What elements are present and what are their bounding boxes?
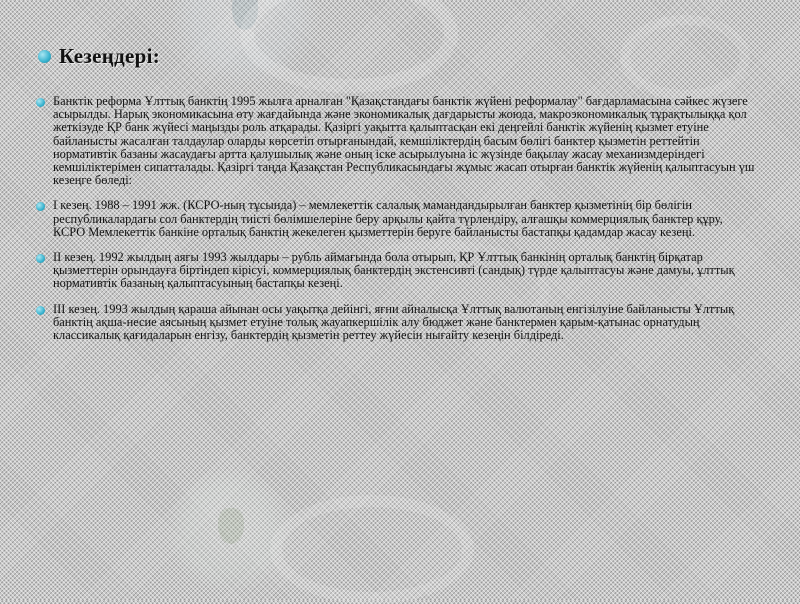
watermark-ring-right xyxy=(620,15,750,100)
paragraph-intro xyxy=(36,95,756,187)
title-text: Кезеңдері: xyxy=(59,44,161,68)
paragraph-text: III кезең. 1993 жылдың қараша айынан осы уақытқа дейінгі, яғни айналысқа Ұлттық валютаның енгізілуіне байланысты Ұлттық банктің ақша-несие аясының қызмет етуіне толық жауапкершілік алу бюджет және банктермен қарым-қатынас орнатудың классикалық қағидаларын енгізу, банктердің қызметін реттеу жүйесін нығайту кезеңін білдіреді. xyxy=(53,301,735,343)
paragraph-text: II кезең. 1992 жылдың аяғы 1993 жылдары – рубль аймағында бола отырып, ҚР Ұлттық банкінің орталық банктің бірқатар қызметтерін орындауға біртіндеп кірісуі, коммерциялық банктердің экстенсивті (сандық) түрде қалыптасуы және дамуы, ұлттық нормативтік базаның қалыптасуының бастапқы кезеңі. xyxy=(53,250,735,291)
paragraph-stage-1 xyxy=(36,199,756,239)
bullet-icon xyxy=(36,254,45,263)
slide-content xyxy=(36,95,756,354)
paragraph-stage-3 xyxy=(36,303,756,343)
bullet-icon xyxy=(36,98,45,107)
watermark-emblem-top xyxy=(170,0,320,90)
title-bullet-icon xyxy=(38,50,51,63)
bullet-icon xyxy=(36,306,45,315)
paragraph-text: Банктік реформа Ұлттық банктің 1995 жылға арналған "Қазақстандағы банктік жүйені реформалау" бағдарламасына сәйкес жүзеге асырылды. Нарық экономикасына өту жағдайында және экономикалық дағдарысты жоюда, макроэкономикалық тұрақтылыққа қол жеткізуде ҚР банк жүйесі маңызды роль атқарады. Қазіргі уақытта қалыптасқан екі деңгейлі банктік жүйенің қызмет етуіне байланысты жасалған талдаулар оларды көрсетіп отырғанындай, кемшіліктердің басым бөлігі банктер қызметін реттейтін нормативтік базаны жасаудағы артта қалушылық және оның іске асырылуына іс жүзінде бақылау жасау механизмдеріндегі кемшіліктерімен сипатталады. Қазіргі таңда Қазақстан Республикасындағы жұмыс жасап отырған банктік жүйенің қалыптасуын үш кезеңге бөледі: xyxy=(53,94,755,188)
slide-title xyxy=(38,44,160,69)
paragraph-stage-2 xyxy=(36,251,756,291)
bullet-icon xyxy=(36,202,45,211)
watermark-ring-top xyxy=(240,0,458,93)
watermark-ring-bottom xyxy=(270,495,474,604)
paragraph-text: I кезең. 1988 – 1991 жж. (КСРО-ның тұсында) – мемлекеттік салалық мамандандырылған банктер қызметінің бір бөлігін республикалардағы сол банктердің тиісті бөлімшелеріне беру арқылы қайта түрлендіру, алғашқы коммерциялық банктер құру, КСРО Мемлекеттік банкіне орталық банктің жекелеген қызметтерін беруге байланысты бастапқы қадамдар жасау кезеңі. xyxy=(53,198,723,239)
watermark-emblem-bottom xyxy=(160,470,300,590)
